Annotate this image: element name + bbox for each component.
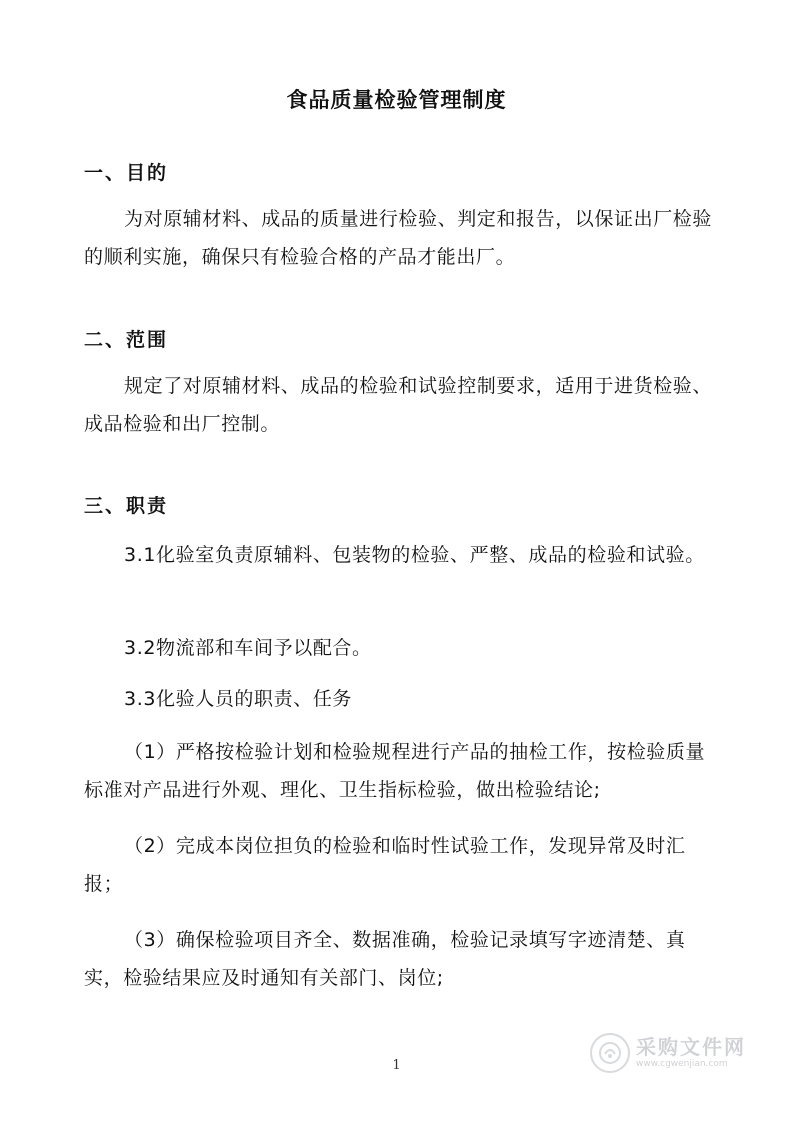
- document-title: 食品质量检验管理制度: [286, 88, 507, 112]
- section-scope-paragraph: 规定了对原辅材料、成品的检验和试验控制要求，适用于进货检验、成品检验和出厂控制。: [84, 375, 713, 435]
- duty-item-3-2: 3.2物流部和车间予以配合。: [124, 637, 372, 659]
- watermark-url: www.cgwenjian.com: [636, 1059, 728, 1069]
- section-heading-duties: 三、职责: [84, 495, 169, 517]
- duty-subitem-3: （3）确保检验项目齐全、数据准确，检验记录填写字迹清楚、真实，检验结果应及时通知有关部门、岗位;: [84, 929, 686, 989]
- duty-item-3-3: 3.3化验人员的职责、任务: [124, 688, 353, 710]
- watermark-logo-icon: [590, 1033, 630, 1073]
- duty-subitem-2: （2）完成本岗位担负的检验和临时性试验工作，发现异常及时汇报；: [84, 835, 686, 895]
- section-heading-scope: 二、范围: [84, 329, 169, 351]
- section-purpose-paragraph: 为对原辅材料、成品的质量进行检验、判定和报告，以保证出厂检验的顺利实施，确保只有检验合格的产品才能出厂。: [84, 208, 713, 268]
- section-heading-purpose: 一、目的: [84, 162, 169, 184]
- page-number: 1: [392, 1058, 401, 1073]
- watermark: [590, 1030, 760, 1076]
- duty-item-3-1: 3.1化验室负责原辅料、包装物的检验、严整、成品的检验和试验。: [124, 544, 705, 566]
- watermark-name: 采购文件网: [636, 1035, 746, 1059]
- duty-subitem-1: （1）严格按检验计划和检验规程进行产品的抽检工作，按检验质量标准对产品进行外观、理化、卫生指标检验，做出检验结论;: [84, 741, 706, 801]
